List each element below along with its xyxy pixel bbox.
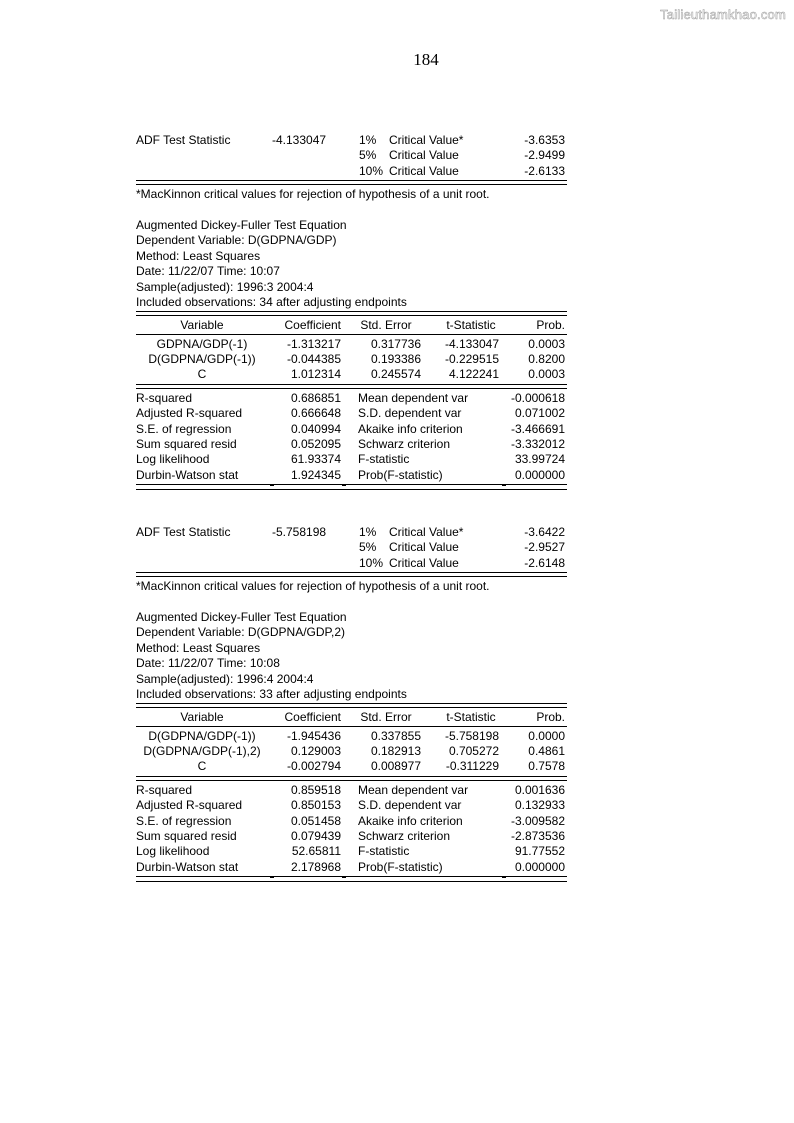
double-rule: [136, 572, 567, 577]
col-variable: C: [197, 367, 207, 382]
critical-value: -2.9499: [524, 148, 565, 163]
critical-label: Critical Value*: [389, 133, 464, 147]
column-header: Coefficient: [284, 710, 341, 725]
critical-pct: 1%: [359, 133, 377, 147]
critical-label: Critical Value: [389, 540, 459, 555]
statistics-row: [136, 829, 567, 844]
col-coefficient: -0.044385: [286, 352, 341, 367]
col-coefficient: -0.002794: [286, 759, 341, 774]
col-coefficient: -1.945436: [286, 728, 341, 743]
stat-label: Mean dependent var: [358, 390, 469, 405]
double-rule: [136, 384, 567, 389]
statistics-row: [136, 437, 567, 452]
col-std-error: 0.182913: [370, 744, 421, 759]
stat-label: Log likelihood: [136, 844, 210, 859]
stat-label: Adjusted R-squared: [136, 798, 243, 813]
adf-value: -5.758198: [272, 525, 327, 539]
col-std-error: 0.008977: [370, 759, 421, 774]
adf-label: ADF Test Statistic: [136, 525, 231, 539]
critical-pct: 5%: [359, 148, 377, 163]
double-rule: [136, 180, 567, 185]
statistics-row: [136, 406, 567, 421]
footnote: *MacKinnon critical values for rejection of hypothesis of a unit root.: [136, 579, 490, 594]
adf-label: ADF Test Statistic: [136, 133, 231, 147]
col-t-statistic: 4.122241: [448, 367, 499, 382]
stat-value: 0.132933: [514, 798, 565, 813]
equation-info-line: Augmented Dickey-Fuller Test Equation: [136, 217, 347, 232]
statistics-row: [136, 798, 567, 813]
column-header: t-Statistic: [446, 318, 496, 333]
column-header: Prob.: [536, 710, 565, 725]
col-variable: GDPNA/GDP(-1): [156, 336, 248, 351]
stat-label: Prob(F-statistic): [358, 859, 443, 874]
table-row: [136, 367, 567, 382]
stat-value: 0.000000: [514, 467, 565, 482]
statistics-row: [136, 783, 567, 798]
equation-info-line: Date: 11/22/07 Time: 10:07: [136, 264, 280, 279]
stat-value: 91.77552: [514, 844, 565, 859]
col-prob: 0.0003: [528, 336, 565, 351]
col-prob: 0.8200: [528, 352, 565, 367]
equation-info-line: Dependent Variable: D(GDPNA/GDP): [136, 233, 337, 248]
critical-label: Critical Value: [389, 148, 459, 163]
stat-label: R-squared: [136, 782, 193, 797]
equation-info-line: Included observations: 33 after adjusting endpoints: [136, 686, 407, 701]
col-std-error: 0.337855: [370, 728, 421, 743]
stat-label: S.D. dependent var: [358, 406, 462, 421]
watermark: Tailieuthamkhao.com: [660, 7, 786, 22]
statistics-row: [136, 422, 567, 437]
double-rule: [136, 776, 567, 781]
critical-pct: 10%: [359, 555, 384, 570]
critical-label: Critical Value*: [389, 525, 464, 539]
stat-label: Akaike info criterion: [358, 813, 463, 828]
closing-rule: [136, 484, 567, 490]
stat-label: Log likelihood: [136, 452, 210, 467]
statistics-row: [136, 452, 567, 467]
critical-value-row: [136, 148, 567, 163]
equation-info-line: Method: Least Squares: [136, 248, 261, 263]
stat-value: 0.686851: [290, 390, 341, 405]
header-rule: [136, 334, 567, 335]
critical-pct: 5%: [359, 540, 377, 555]
statistics-row: [136, 844, 567, 859]
stat-value: -3.009582: [510, 813, 565, 828]
col-prob: 0.4861: [528, 744, 565, 759]
stat-value: 0.052095: [290, 437, 341, 452]
stat-label: F-statistic: [358, 452, 410, 467]
col-variable: D(GDPNA/GDP(-1)): [148, 728, 256, 743]
adf-value: -4.133047: [272, 133, 327, 147]
stat-label: S.E. of regression: [136, 421, 232, 436]
stat-value: 0.051458: [290, 813, 341, 828]
stat-label: Durbin-Watson stat: [136, 859, 239, 874]
stat-value: -3.466691: [510, 421, 565, 436]
stat-label: S.D. dependent var: [358, 798, 462, 813]
critical-pct: 10%: [359, 163, 384, 178]
stat-label: R-squared: [136, 390, 193, 405]
col-prob: 0.0000: [528, 728, 565, 743]
col-t-statistic: -4.133047: [444, 336, 499, 351]
stat-value: 1.924345: [290, 467, 341, 482]
stat-label: Durbin-Watson stat: [136, 467, 239, 482]
column-header: Prob.: [536, 318, 565, 333]
column-header: Variable: [180, 710, 224, 725]
critical-pct: 1%: [359, 525, 377, 539]
col-variable: D(GDPNA/GDP(-1)): [148, 352, 256, 367]
col-prob: 0.0003: [528, 367, 565, 382]
statistics-row: [136, 391, 567, 406]
stat-value: -0.000618: [510, 390, 565, 405]
critical-value: -2.6148: [524, 555, 565, 570]
table-header: [136, 710, 567, 725]
col-coefficient: 0.129003: [290, 744, 341, 759]
col-prob: 0.7578: [528, 759, 565, 774]
table-row: [136, 337, 567, 352]
closing-rule: [136, 876, 567, 882]
table-row: [136, 744, 567, 759]
page-number: 184: [413, 50, 439, 69]
stat-label: Prob(F-statistic): [358, 467, 443, 482]
stat-value: 0.000000: [514, 859, 565, 874]
critical-value: -2.9527: [524, 540, 565, 555]
double-rule: [136, 703, 567, 708]
stat-label: Schwarz criterion: [358, 437, 451, 452]
stat-value: 0.859518: [290, 782, 341, 797]
stat-value: -3.332012: [510, 437, 565, 452]
col-t-statistic: 0.705272: [448, 744, 499, 759]
col-std-error: 0.245574: [370, 367, 421, 382]
equation-info-line: Included observations: 34 after adjusting endpoints: [136, 294, 407, 309]
adf-output-block: [136, 133, 567, 490]
stat-value: -2.873536: [510, 829, 565, 844]
statistics-row: [136, 860, 567, 875]
critical-value-row: [136, 525, 567, 540]
critical-value: -3.6353: [524, 133, 565, 147]
stat-label: Akaike info criterion: [358, 421, 463, 436]
col-variable: C: [197, 759, 207, 774]
equation-info-line: Dependent Variable: D(GDPNA/GDP,2): [136, 625, 345, 640]
stat-value: 0.071002: [514, 406, 565, 421]
footnote: *MacKinnon critical values for rejection of hypothesis of a unit root.: [136, 187, 490, 202]
col-std-error: 0.317736: [370, 336, 421, 351]
critical-value-row: [136, 556, 567, 571]
critical-value-row: [136, 164, 567, 179]
column-header: Std. Error: [360, 318, 412, 333]
stat-value: 0.001636: [514, 782, 565, 797]
column-header: t-Statistic: [446, 710, 496, 725]
col-variable: D(GDPNA/GDP(-1),2): [143, 744, 261, 759]
stat-value: 52.65811: [291, 844, 341, 859]
critical-value: -2.6133: [524, 163, 565, 178]
stat-label: F-statistic: [358, 844, 410, 859]
stat-label: Adjusted R-squared: [136, 406, 243, 421]
stat-value: 0.850153: [290, 798, 341, 813]
equation-info-line: Method: Least Squares: [136, 640, 261, 655]
critical-label: Critical Value: [389, 555, 459, 570]
col-std-error: 0.193386: [370, 352, 421, 367]
stat-value: 2.178968: [290, 859, 341, 874]
column-header: Variable: [180, 318, 224, 333]
critical-label: Critical Value: [389, 163, 459, 178]
equation-info-line: Date: 11/22/07 Time: 10:08: [136, 656, 280, 671]
statistics-row: [136, 814, 567, 829]
table-header: [136, 318, 567, 333]
column-header: Std. Error: [360, 710, 412, 725]
stat-value: 61.93374: [290, 452, 341, 467]
double-rule: [136, 311, 567, 316]
stat-label: Mean dependent var: [358, 782, 469, 797]
stat-value: 33.99724: [514, 452, 565, 467]
stat-label: Sum squared resid: [136, 829, 237, 844]
statistics-row: [136, 468, 567, 483]
table-row: [136, 352, 567, 367]
critical-value: -3.6422: [524, 525, 565, 539]
col-t-statistic: -0.311229: [445, 759, 499, 774]
table-row: [136, 759, 567, 774]
stat-label: Schwarz criterion: [358, 829, 451, 844]
equation-info-line: Sample(adjusted): 1996:4 2004:4: [136, 671, 314, 686]
col-t-statistic: -5.758198: [444, 728, 499, 743]
header-rule: [136, 726, 567, 727]
col-coefficient: 1.012314: [290, 367, 341, 382]
col-coefficient: -1.313217: [286, 336, 341, 351]
col-t-statistic: -0.229515: [444, 352, 499, 367]
stat-label: S.E. of regression: [136, 813, 232, 828]
adf-output-block: [136, 525, 567, 882]
equation-info-line: Sample(adjusted): 1996:3 2004:4: [136, 279, 314, 294]
equation-info-line: Augmented Dickey-Fuller Test Equation: [136, 609, 347, 624]
stat-value: 0.079439: [290, 829, 341, 844]
critical-value-row: [136, 540, 567, 555]
stat-value: 0.666648: [290, 406, 341, 421]
stat-value: 0.040994: [290, 421, 341, 436]
column-header: Coefficient: [284, 318, 341, 333]
table-row: [136, 729, 567, 744]
critical-value-row: [136, 133, 567, 148]
stat-label: Sum squared resid: [136, 437, 237, 452]
